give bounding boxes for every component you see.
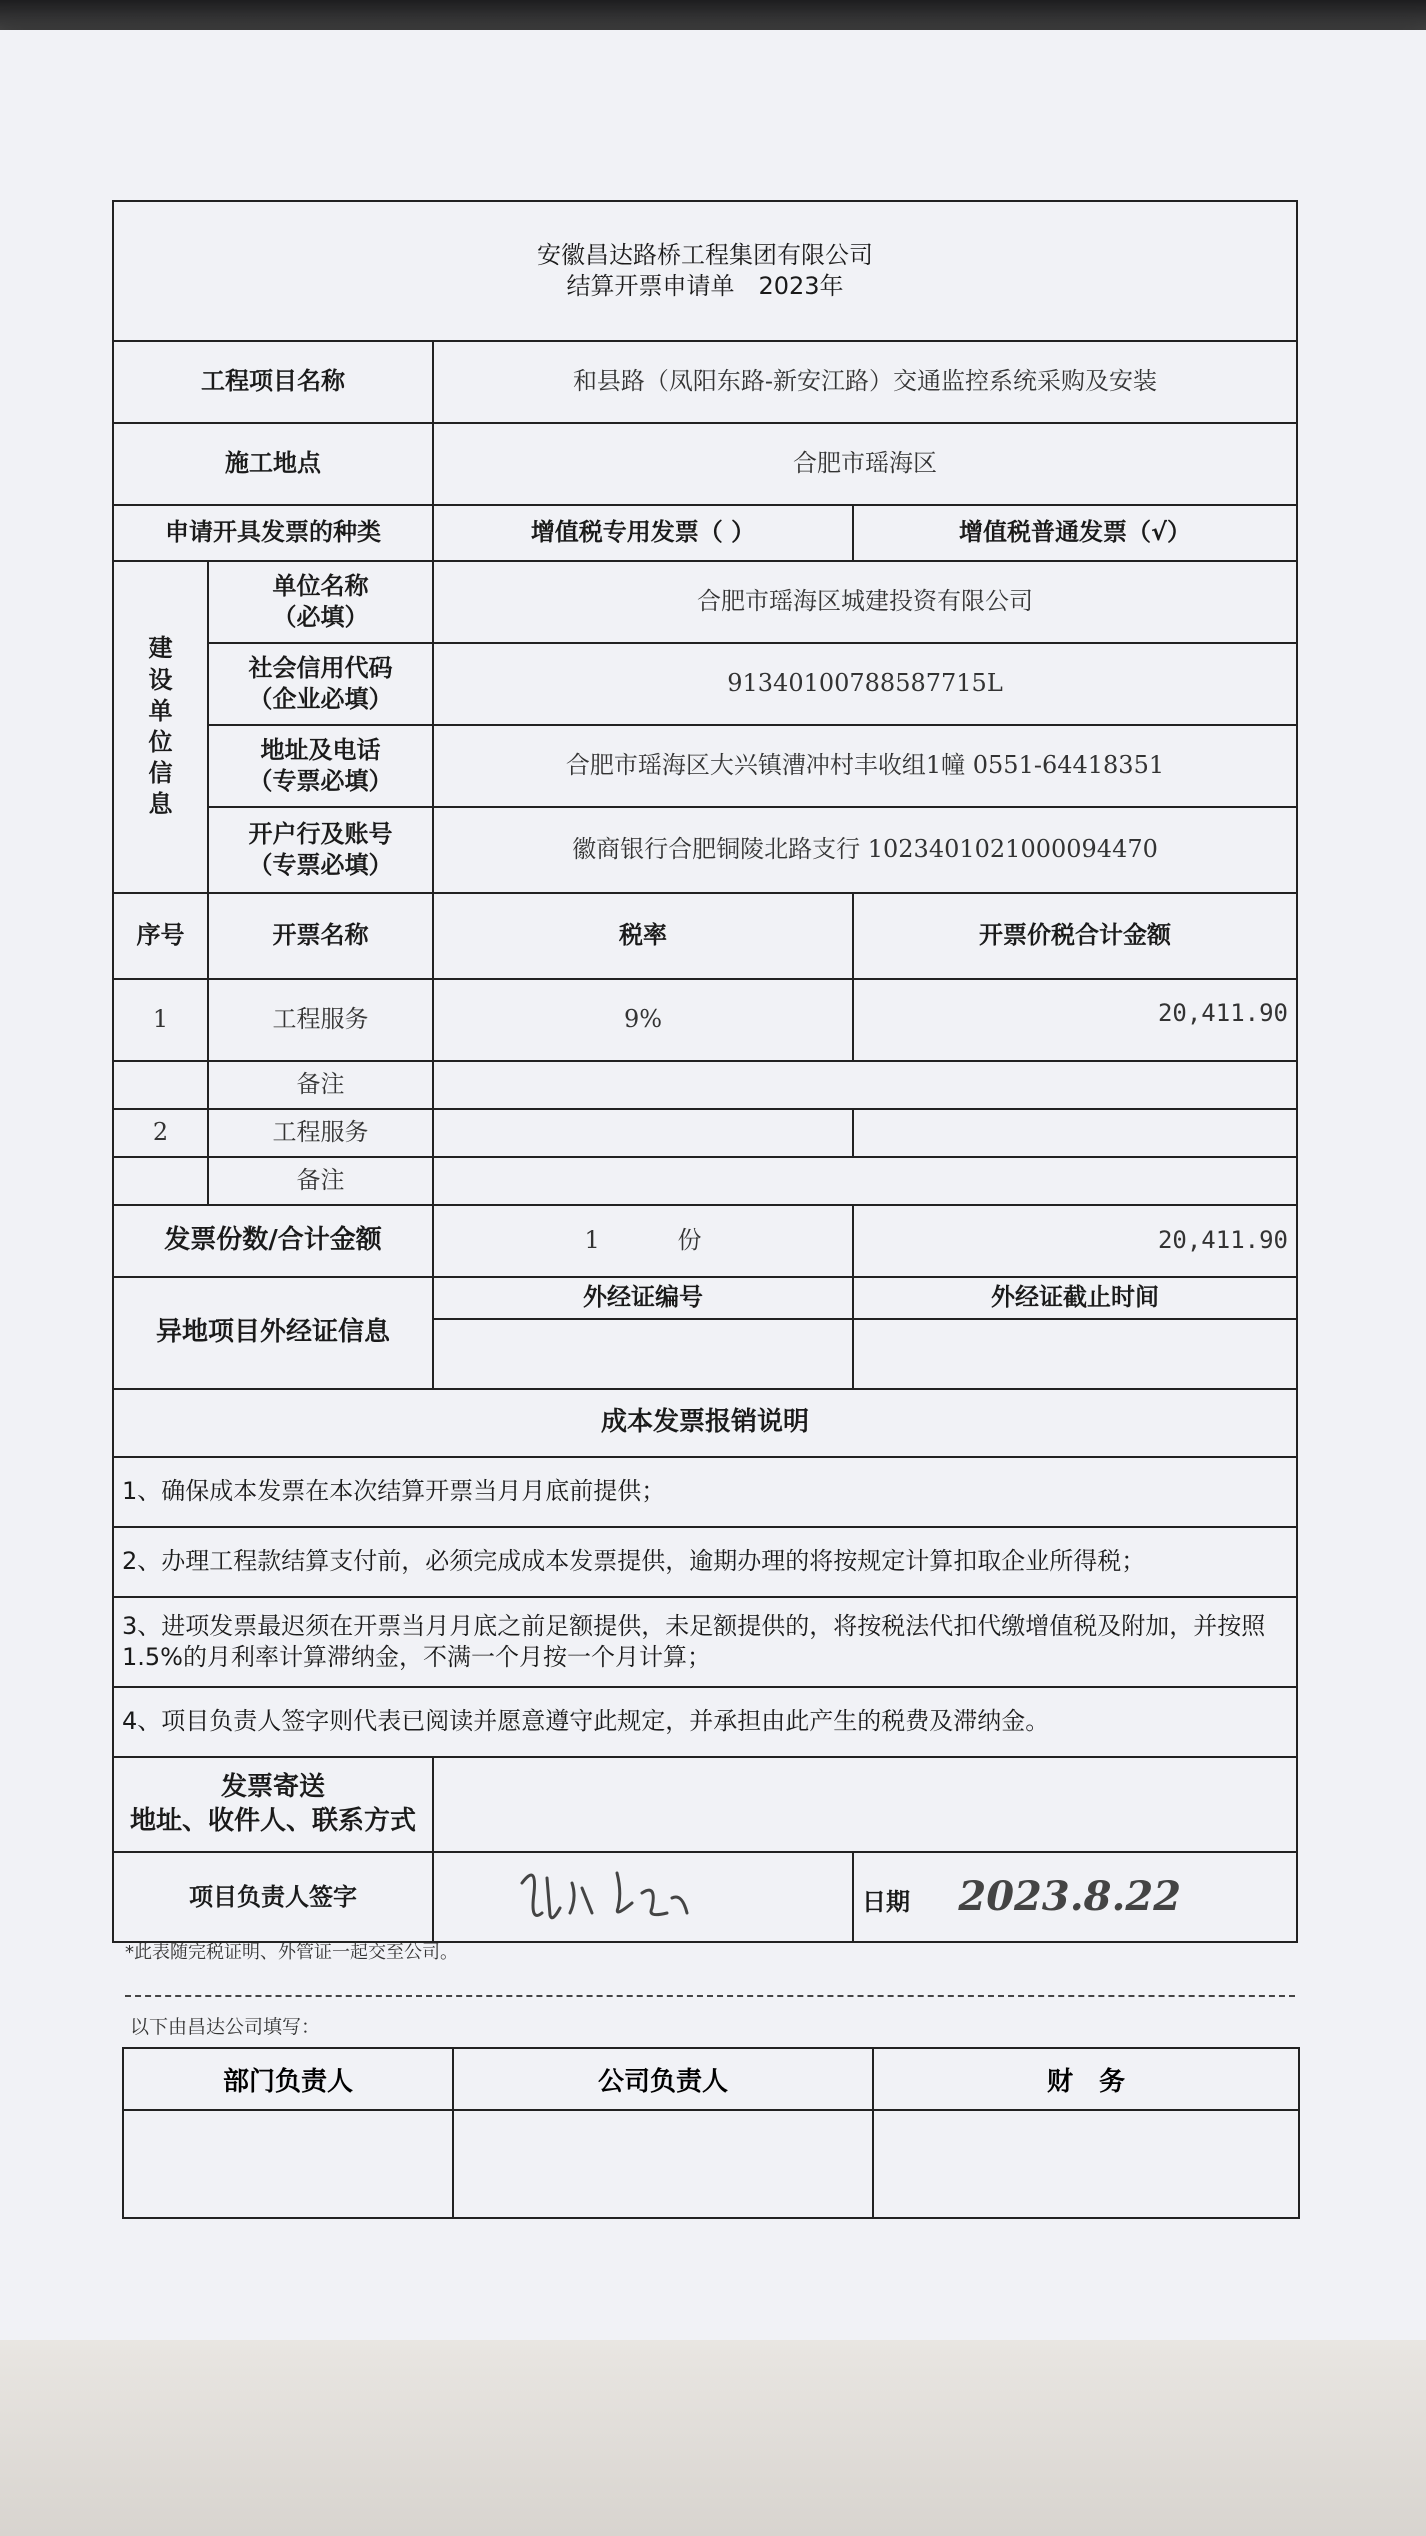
- summary-label: 发票份数/合计金额: [113, 1205, 433, 1277]
- item-1-remark-value: [433, 1061, 1297, 1109]
- background-cloth: [0, 2340, 1426, 2536]
- cost-note-4: 4、项目负责人签字则代表已阅读并愿意遵守此规定，并承担由此产生的税费及滞纳金。: [113, 1687, 1297, 1757]
- bank-value: 徽商银行合肥铜陵北路支行 1023401021000094470: [433, 807, 1297, 893]
- dept-head-sign: [123, 2110, 453, 2218]
- item-2-name: 工程服务: [208, 1109, 433, 1157]
- company-fill-label: 以下由昌达公司填写：: [130, 2016, 321, 2038]
- item-1-amount: 20,411.90: [853, 979, 1297, 1061]
- mailing-label: 发票寄送 地址、收件人、联系方式: [113, 1757, 433, 1852]
- company-head-label: 公司负责人: [453, 2048, 873, 2110]
- cost-note-1: 1、确保成本发票在本次结算开票当月月底前提供；: [113, 1457, 1297, 1527]
- col-amount-header: 开票价税合计金额: [853, 893, 1297, 979]
- col-rate-header: 税率: [433, 893, 853, 979]
- invoice-type-label: 申请开具发票的种类: [113, 505, 433, 561]
- special-invoice-option: 增值税专用发票（ ）: [433, 505, 853, 561]
- builder-info-group: 建 设 单 位 信 息: [113, 561, 208, 893]
- cert-no-label: 外经证编号: [433, 1277, 853, 1319]
- company-name: 安徽昌达路桥工程集团有限公司: [537, 240, 873, 269]
- cert-no-value: [433, 1319, 853, 1389]
- invoice-count-value: 1: [584, 1226, 600, 1255]
- item-2-remark-label: 备注: [208, 1157, 433, 1205]
- project-value: 和县路（凤阳东路-新安江路）交通监控系统采购及安装: [433, 341, 1297, 423]
- normal-invoice-option: 增值税普通发票（√）: [853, 505, 1297, 561]
- unit-name-label: 单位名称 （必填）: [208, 561, 433, 643]
- address-value: 合肥市瑶海区大兴镇漕冲村丰收组1幢 0551-64418351: [433, 725, 1297, 807]
- outside-cert-label: 异地项目外经证信息: [113, 1277, 433, 1389]
- credit-code-label: 社会信用代码 （企业必填）: [208, 643, 433, 725]
- handwritten-signature: [442, 1853, 842, 1933]
- col-name-header: 开票名称: [208, 893, 433, 979]
- item-1-remark-label: 备注: [208, 1061, 433, 1109]
- approval-table: [122, 2047, 1300, 2219]
- summary-total: 20,411.90: [853, 1205, 1297, 1277]
- mailing-value: [433, 1757, 1297, 1852]
- table-row: [113, 1061, 1297, 1109]
- signature-box: [433, 1852, 853, 1942]
- date-label: 日期: [862, 1888, 910, 1917]
- site-label: 施工地点: [113, 423, 433, 505]
- col-no-header: 序号: [113, 893, 208, 979]
- item-2-amount: [853, 1109, 1297, 1157]
- desk-edge: [0, 0, 1426, 30]
- item-2-no: 2: [113, 1109, 208, 1157]
- bank-label: 开户行及账号 （专票必填）: [208, 807, 433, 893]
- table-row: [113, 1109, 1297, 1157]
- unit-name-value: 合肥市瑶海区城建投资有限公司: [433, 561, 1297, 643]
- dept-head-label: 部门负责人: [123, 2048, 453, 2110]
- project-label: 工程项目名称: [113, 341, 433, 423]
- cert-expiry-label: 外经证截止时间: [853, 1277, 1297, 1319]
- finance-label: 财 务: [873, 2048, 1299, 2110]
- cost-notes-heading: 成本发票报销说明: [113, 1389, 1297, 1457]
- company-head-sign: [453, 2110, 873, 2218]
- item-2-rate: [433, 1109, 853, 1157]
- cert-expiry-value: [853, 1319, 1297, 1389]
- invoice-count: [433, 1205, 853, 1277]
- date-value: 2023.8.22: [958, 1873, 1182, 1921]
- item-1-remark-no: [113, 1061, 208, 1109]
- address-label: 地址及电话 （专票必填）: [208, 725, 433, 807]
- settlement-invoice-form: [112, 200, 1298, 1943]
- credit-code-value: 91340100788587715L: [433, 643, 1297, 725]
- finance-sign: [873, 2110, 1299, 2218]
- cost-note-3: 3、进项发票最迟须在开票当月月底之前足额提供，未足额提供的，将按税法代扣代缴增值税及附加，并按照1.5%的月利率计算滞纳金，不满一个月按一个月计算；: [113, 1597, 1297, 1687]
- item-2-remark-value: [433, 1157, 1297, 1205]
- dashed-divider: [125, 1995, 1295, 1997]
- item-1-rate: 9%: [433, 979, 853, 1061]
- table-row: [113, 979, 1297, 1061]
- form-title: [113, 201, 1297, 341]
- item-1-name: 工程服务: [208, 979, 433, 1061]
- item-1-no: 1: [113, 979, 208, 1061]
- form-name: 结算开票申请单 2023年: [566, 272, 844, 300]
- date-cell: [853, 1852, 1297, 1942]
- invoice-count-unit: 份: [677, 1226, 702, 1255]
- site-value: 合肥市瑶海区: [433, 423, 1297, 505]
- footnote: *此表随完税证明、外管证一起交至公司。: [125, 1942, 458, 1963]
- item-2-remark-no: [113, 1157, 208, 1205]
- cost-note-2: 2、办理工程款结算支付前，必须完成成本发票提供，逾期办理的将按规定计算扣取企业所得税；: [113, 1527, 1297, 1597]
- table-row: [113, 1157, 1297, 1205]
- signature-label: 项目负责人签字: [113, 1852, 433, 1942]
